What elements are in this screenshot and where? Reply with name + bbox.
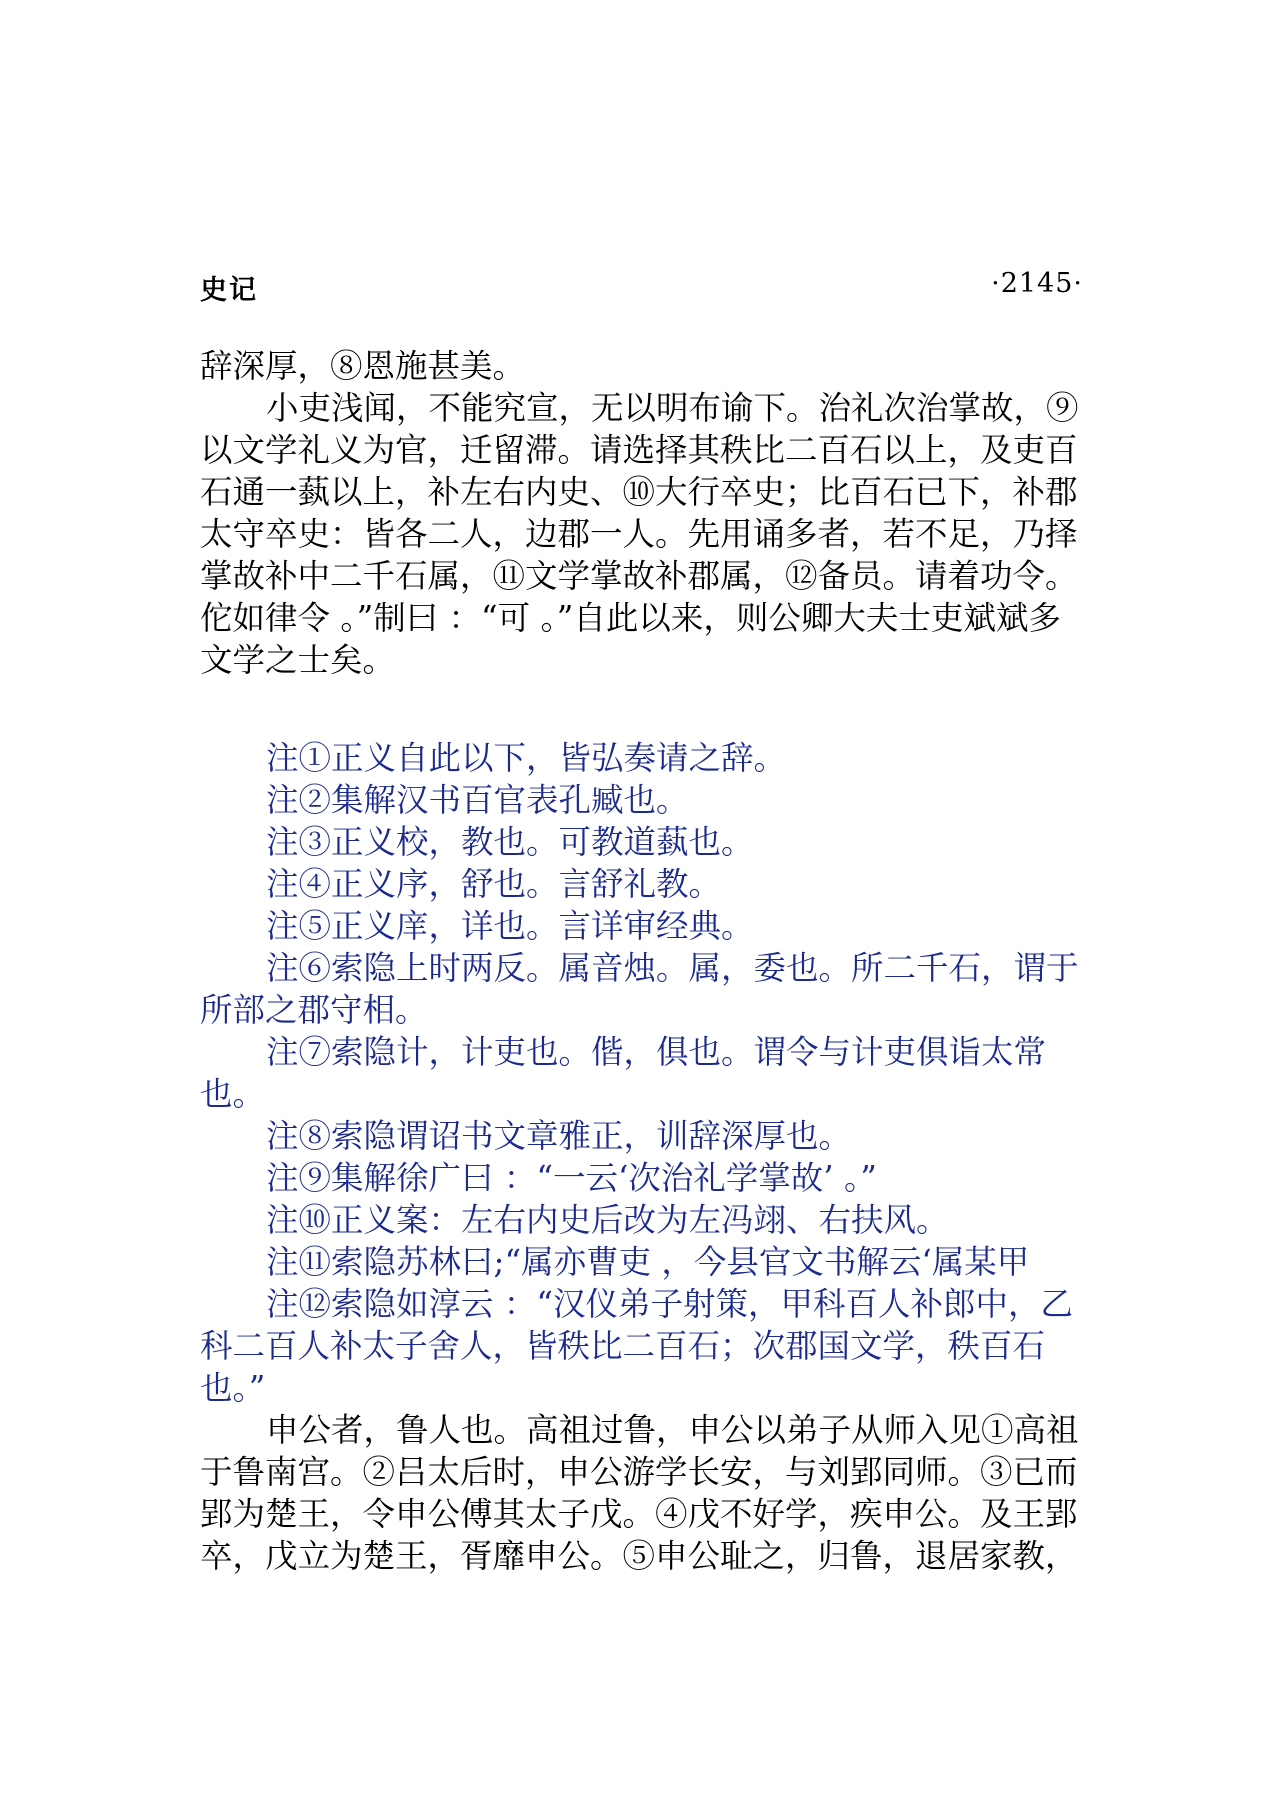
note-1: 注①正义自此以下，皆弘奏请之辞。: [266, 739, 787, 777]
page-number: ·2145·: [991, 268, 1083, 299]
note-5: 注⑤正义庠，详也。言详审经典。: [266, 907, 754, 945]
paragraph: 申公者，鲁人也。高祖过鲁，申公以弟子从师入见①高祖于鲁南宫。②吕太后时，申公游学长安，与刘郢同师。③已而郢为楚王，令申公傅其太子戊。④戊不好学，疾申公。及王郢卒，戊立为楚王，胥靡申公。⑤申公耻之，归鲁，退居家教，: [200, 1411, 1079, 1575]
book-title: 史记: [200, 275, 258, 306]
note-3: 注③正义校，教也。可教道蓺也。: [266, 823, 754, 861]
note-10: 注⑩正义案：左右内史后改为左冯翊、右扶风。: [266, 1201, 949, 1239]
note-11: 注⑪索隐苏林曰;“属亦曹吏 ，今县官文书解云‘属某甲: [266, 1243, 1030, 1281]
note-9: 注⑨集解徐广曰 ：“一云‘次治礼学掌故’ 。”: [266, 1159, 877, 1197]
paragraph: 小吏浅闻，不能究宣，无以明布谕下。治礼次治掌故，⑨以文学礼义为官，迁留滞。请选择其秩比二百石以上，及吏百石通一蓺以上，补左右内史、⑩大行卒史；比百石已下，补郡太守卒史：皆各二人，边郡一人。先用诵多者，若不足，乃择掌故补中二千石属，⑪文学掌故补郡属，⑫备员。请着功令。佗如律令 。”制曰 ：“可 。”自此以来，则公卿大夫士吏斌斌多文学之士矣。: [200, 389, 1079, 679]
page-header: [200, 268, 1083, 308]
notes-section: [200, 737, 1090, 1409]
note-4: 注④正义序，舒也。言舒礼教。: [266, 865, 722, 903]
note-7: 注⑦索隐计，计吏也。偕，俱也。谓令与计吏俱诣太常也。: [200, 1033, 1047, 1113]
page-body: [200, 345, 1090, 1577]
note-2: 注②集解汉书百官表孔臧也。: [266, 781, 689, 819]
section-gap: [200, 681, 1090, 737]
note-12: 注⑫索隐如淳云 ：“汉仪弟子射策，甲科百人补郎中，乙科二百人补太子舍人，皆秩比二百石；次郡国文学，秩百石也。”: [200, 1285, 1073, 1407]
note-6: 注⑥索隐上时两反。属音烛。属，委也。所二千石，谓于所部之郡守相。: [200, 949, 1079, 1029]
note-8: 注⑧索隐谓诏书文章雅正，训辞深厚也。: [266, 1117, 852, 1155]
paragraph-continuation: 辞深厚，⑧恩施甚美。: [200, 347, 526, 385]
